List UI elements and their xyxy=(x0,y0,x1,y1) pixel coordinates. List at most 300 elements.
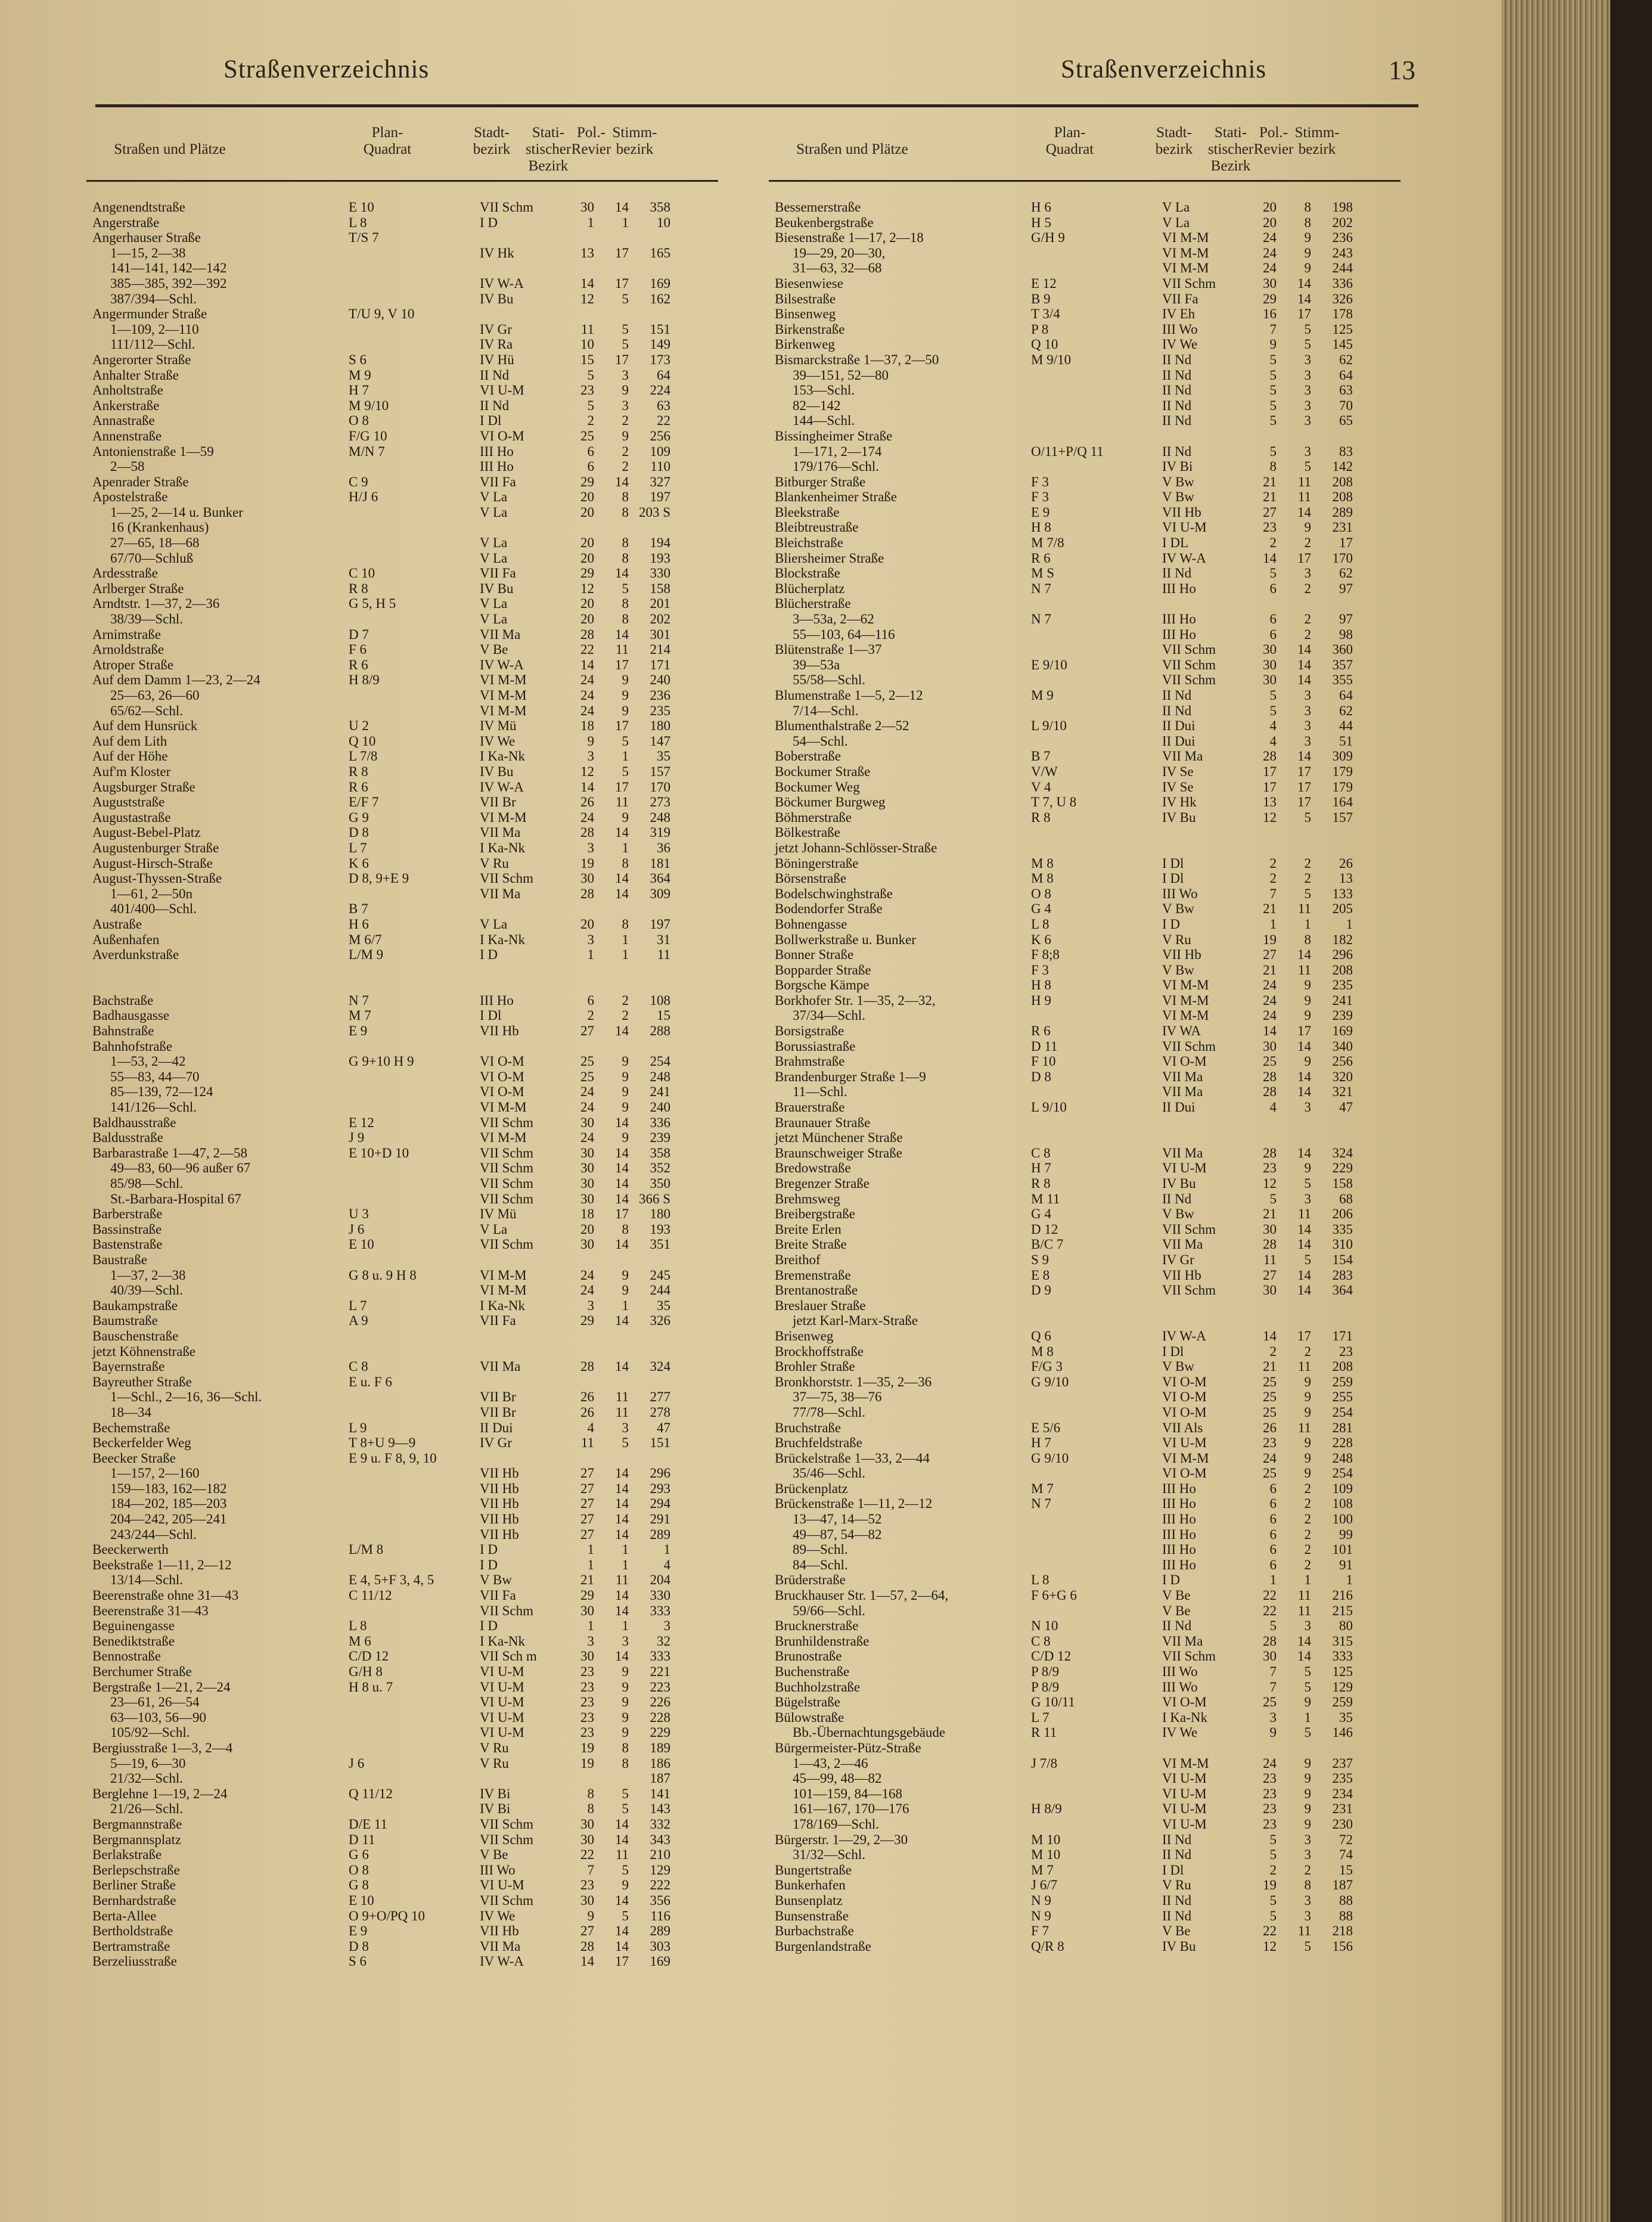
stimmbezirk: 288 xyxy=(650,1023,670,1039)
table-row xyxy=(769,1832,1401,1848)
street-name: 1—Schl., 2—16, 36—Schl. xyxy=(110,1389,262,1405)
table-row xyxy=(86,1680,718,1695)
stadtbezirk: VI O-M xyxy=(1162,1054,1207,1069)
stat-bezirk: 5 xyxy=(1269,566,1277,581)
stadtbezirk: IV Bu xyxy=(480,764,514,779)
right-column xyxy=(769,116,1401,1954)
stat-bezirk: 5 xyxy=(1269,367,1277,383)
table-row xyxy=(86,993,718,1008)
street-name: 141/126—Schl. xyxy=(110,1100,197,1115)
table-row xyxy=(769,688,1401,703)
street-name: Bruckhauser Str. 1—57, 2—64, xyxy=(775,1588,949,1603)
plan-quadrat: M S xyxy=(1031,566,1054,581)
pol-revier: 14 xyxy=(615,825,629,840)
stimmbezirk: 31 xyxy=(657,932,670,947)
stadtbezirk: I D xyxy=(1162,916,1181,932)
pol-revier: 14 xyxy=(1297,1145,1311,1160)
pol-revier: 1 xyxy=(622,932,629,947)
plan-quadrat: E 4, 5+F 3, 4, 5 xyxy=(349,1572,434,1588)
street-name: 385—385, 392—392 xyxy=(110,275,227,291)
stat-bezirk: 23 xyxy=(1263,520,1277,535)
plan-quadrat: F 3 xyxy=(1031,489,1049,505)
street-name: Apenrader Straße xyxy=(92,474,189,489)
plan-quadrat: E u. F 6 xyxy=(349,1374,392,1389)
table-row xyxy=(86,703,718,719)
street-name: Bremenstraße xyxy=(775,1267,851,1283)
street-name: Berlepschstraße xyxy=(92,1862,180,1877)
table-row xyxy=(86,306,718,322)
table-row xyxy=(86,1008,718,1023)
stadtbezirk: VI U-M xyxy=(1162,520,1207,535)
pol-revier: 2 xyxy=(622,443,629,459)
stimmbezirk: 296 xyxy=(650,1466,670,1481)
stadtbezirk: V Bw xyxy=(1162,901,1194,917)
stadtbezirk: VII Ma xyxy=(480,1359,521,1374)
stat-bezirk: 7 xyxy=(587,1862,594,1877)
stat-bezirk: 4 xyxy=(587,1420,594,1435)
street-name: 39—53a xyxy=(793,657,840,672)
stat-bezirk: 23 xyxy=(580,1709,594,1725)
pol-revier: 3 xyxy=(1304,443,1311,459)
stimmbezirk: 241 xyxy=(650,1084,670,1100)
street-name: 7/14—Schl. xyxy=(793,703,859,718)
stat-bezirk: 6 xyxy=(1269,1557,1277,1572)
street-name: Beukenbergstraße xyxy=(775,215,874,230)
plan-quadrat: M 7 xyxy=(1031,1481,1054,1496)
pol-revier: 9 xyxy=(1304,1466,1311,1481)
stimmbezirk: 182 xyxy=(1332,932,1353,947)
pol-revier: 9 xyxy=(1304,1771,1311,1786)
stadtbezirk: IV W-A xyxy=(480,1954,524,1969)
table-row xyxy=(86,489,718,505)
stimmbezirk: 109 xyxy=(1332,1481,1353,1496)
pol-revier: 8 xyxy=(622,596,629,612)
col-plan-label: Plan- Quadrat xyxy=(1045,125,1094,157)
pol-revier: 3 xyxy=(1304,1908,1311,1923)
stadtbezirk: VII Fa xyxy=(480,1588,516,1603)
plan-quadrat: H/J 6 xyxy=(349,489,378,505)
table-row xyxy=(769,276,1401,291)
stimmbezirk: 321 xyxy=(1332,1084,1353,1100)
stimmbezirk: 1 xyxy=(1346,1572,1353,1588)
stadtbezirk: VII Fa xyxy=(480,1313,516,1329)
stimmbezirk: 301 xyxy=(650,626,670,642)
street-name: Beguinengasse xyxy=(92,1618,175,1634)
street-name: Beerenstraße 31—43 xyxy=(92,1603,209,1618)
street-name: Bopparder Straße xyxy=(775,962,871,977)
table-row xyxy=(86,291,718,307)
stat-bezirk: 21 xyxy=(1263,1206,1277,1222)
stadtbezirk: I Dl xyxy=(1162,1343,1184,1359)
stat-bezirk: 26 xyxy=(580,795,594,810)
pol-revier: 14 xyxy=(615,1938,629,1954)
street-name: Arnimstraße xyxy=(92,626,161,642)
pol-revier: 2 xyxy=(1304,612,1311,627)
street-name: Bregenzer Straße xyxy=(775,1176,870,1191)
street-name: 243/244—Schl. xyxy=(110,1526,197,1542)
book-edge xyxy=(1502,0,1652,2222)
stadtbezirk: VII Fa xyxy=(480,474,516,489)
stadtbezirk: VII Hb xyxy=(1162,947,1201,963)
stimmbezirk: 283 xyxy=(1332,1267,1353,1283)
stimmbezirk: 254 xyxy=(1332,1404,1353,1420)
pol-revier: 14 xyxy=(615,1892,629,1908)
pol-revier: 8 xyxy=(622,489,629,505)
pol-revier: 9 xyxy=(1304,1054,1311,1069)
stadtbezirk: III Ho xyxy=(1162,1542,1196,1557)
street-name: 144—Schl. xyxy=(793,413,855,429)
plan-quadrat: O 8 xyxy=(349,413,369,429)
stadtbezirk: V La xyxy=(480,535,508,551)
table-row xyxy=(769,215,1401,231)
street-name: 3—53a, 2—62 xyxy=(793,612,874,627)
table-row xyxy=(769,871,1401,886)
street-name: 11—Schl. xyxy=(793,1084,847,1100)
stadtbezirk: VI U-M xyxy=(480,1725,524,1740)
stat-bezirk: 1 xyxy=(587,215,594,230)
pol-revier: 9 xyxy=(622,428,629,443)
stadtbezirk: VII Ma xyxy=(480,1938,521,1954)
street-name: Angerhauser Straße xyxy=(92,230,201,246)
pol-revier: 14 xyxy=(615,1496,629,1512)
stimmbezirk: 330 xyxy=(650,566,670,581)
street-name: Bassinstraße xyxy=(92,1221,162,1237)
table-row xyxy=(769,337,1401,352)
pol-revier: 14 xyxy=(615,1526,629,1542)
stat-bezirk: 9 xyxy=(587,1908,594,1923)
table-row xyxy=(769,1023,1401,1039)
street-name: 1—37, 2—38 xyxy=(110,1267,186,1283)
street-name: Beerenstraße ohne 31—43 xyxy=(92,1588,239,1603)
table-row xyxy=(769,1680,1401,1695)
street-name: 37/34—Schl. xyxy=(793,1008,866,1023)
stimmbezirk: 277 xyxy=(650,1389,670,1405)
table-row xyxy=(769,901,1401,917)
stat-bezirk: 26 xyxy=(1263,1420,1277,1435)
stat-bezirk: 24 xyxy=(580,672,594,688)
stadtbezirk: VII Schm xyxy=(1162,1649,1216,1664)
stadtbezirk: V Bw xyxy=(1162,474,1194,489)
stimmbezirk: 278 xyxy=(650,1404,670,1420)
stadtbezirk: IV Gr xyxy=(1162,1252,1194,1267)
pol-revier: 1 xyxy=(1304,1709,1311,1725)
plan-quadrat: R 8 xyxy=(349,764,368,779)
pol-revier: 14 xyxy=(1297,657,1311,672)
stimmbezirk: 110 xyxy=(650,459,670,474)
street-name: Apostelstraße xyxy=(92,489,168,505)
plan-quadrat: E 9 xyxy=(349,1923,368,1939)
street-name: 40/39—Schl. xyxy=(110,1283,184,1298)
street-name: 387/394—Schl. xyxy=(110,291,197,306)
stat-bezirk: 30 xyxy=(580,1649,594,1664)
stadtbezirk: VI U-M xyxy=(1162,1771,1207,1786)
table-row xyxy=(86,1756,718,1771)
stadtbezirk: I D xyxy=(480,215,498,230)
stat-bezirk: 24 xyxy=(1263,1450,1277,1466)
stat-bezirk: 22 xyxy=(1263,1603,1277,1618)
plan-quadrat: N 7 xyxy=(349,992,369,1008)
stat-bezirk: 1 xyxy=(1269,1572,1277,1588)
stadtbezirk: VII Hb xyxy=(480,1496,519,1512)
stadtbezirk: II Dui xyxy=(480,1420,513,1435)
stadtbezirk: VII Schm xyxy=(480,1603,534,1618)
stat-bezirk: 28 xyxy=(1263,1145,1277,1160)
stat-bezirk: 23 xyxy=(1263,1160,1277,1176)
plan-quadrat: G 10/11 xyxy=(1031,1695,1075,1710)
pol-revier: 14 xyxy=(1297,947,1311,963)
stadtbezirk: VI M-M xyxy=(1162,245,1209,260)
stadtbezirk: VI U-M xyxy=(480,1877,524,1893)
stat-bezirk: 12 xyxy=(1263,1176,1277,1191)
stimmbezirk: 332 xyxy=(650,1816,670,1832)
plan-quadrat: K 6 xyxy=(349,855,369,871)
plan-quadrat: C 10 xyxy=(349,566,375,581)
stadtbezirk: III Wo xyxy=(480,1862,516,1877)
table-row xyxy=(769,932,1401,948)
table-row xyxy=(769,1481,1401,1497)
street-name: Binsenweg xyxy=(775,306,836,322)
stadtbezirk: V Be xyxy=(480,1847,508,1863)
pol-revier: 9 xyxy=(622,1267,629,1283)
stadtbezirk: VI O-M xyxy=(1162,1374,1207,1389)
table-row xyxy=(86,337,718,352)
stat-bezirk: 14 xyxy=(580,1954,594,1969)
table-row xyxy=(86,1542,718,1557)
stat-bezirk: 24 xyxy=(580,688,594,703)
stadtbezirk: I D xyxy=(480,1618,498,1634)
street-name: Bruchfeldstraße xyxy=(775,1435,862,1451)
pol-revier: 9 xyxy=(622,1709,629,1725)
stat-bezirk: 30 xyxy=(580,1160,594,1176)
table-row xyxy=(86,246,718,261)
table-row xyxy=(86,520,718,535)
table-row xyxy=(769,1374,1401,1390)
plan-quadrat: B/C 7 xyxy=(1031,1237,1064,1252)
table-row xyxy=(86,1725,718,1740)
stat-bezirk: 21 xyxy=(1263,1359,1277,1374)
table-row xyxy=(86,1237,718,1252)
stimmbezirk: 158 xyxy=(1332,1176,1353,1191)
table-row xyxy=(86,1588,718,1603)
stadtbezirk: III Ho xyxy=(1162,1496,1196,1512)
plan-quadrat: G 6 xyxy=(349,1847,369,1863)
street-name: Bilsestraße xyxy=(775,291,836,306)
stadtbezirk: VII Hb xyxy=(480,1923,519,1939)
stadtbezirk: VI U-M xyxy=(480,1709,524,1725)
pol-revier: 14 xyxy=(615,1176,629,1191)
table-row xyxy=(86,963,718,978)
stat-bezirk: 14 xyxy=(1263,550,1277,566)
street-name: Annastraße xyxy=(92,413,155,429)
stimmbezirk: 1 xyxy=(663,1542,670,1557)
stimmbezirk: 335 xyxy=(1332,1221,1353,1237)
plan-quadrat: C 8 xyxy=(349,1359,368,1374)
plan-quadrat: P 8/9 xyxy=(1031,1679,1060,1695)
plan-quadrat: H 8 u. 7 xyxy=(349,1679,393,1695)
stadtbezirk: II Nd xyxy=(1162,352,1192,367)
stadtbezirk: V La xyxy=(480,504,508,520)
stadtbezirk: VI O-M xyxy=(480,428,524,443)
pol-revier: 2 xyxy=(1304,626,1311,642)
stimmbezirk: 222 xyxy=(650,1877,670,1893)
stat-bezirk: 15 xyxy=(580,352,594,367)
street-name: Brentanostraße xyxy=(775,1283,858,1298)
stadtbezirk: I Ka-Nk xyxy=(480,840,525,855)
pol-revier: 11 xyxy=(1297,962,1311,977)
stimmbezirk: 210 xyxy=(650,1847,670,1863)
stat-bezirk: 30 xyxy=(1263,672,1277,688)
plan-quadrat: A 9 xyxy=(349,1313,368,1329)
table-row xyxy=(86,459,718,474)
table-row xyxy=(769,1222,1401,1237)
stimmbezirk: 228 xyxy=(1332,1435,1353,1451)
stimmbezirk: 351 xyxy=(650,1237,670,1252)
stat-bezirk: 5 xyxy=(1269,1847,1277,1863)
table-row xyxy=(769,352,1401,368)
stat-bezirk: 1 xyxy=(587,1542,594,1557)
table-row xyxy=(769,322,1401,337)
table-row xyxy=(86,1923,718,1939)
plan-quadrat: B 7 xyxy=(349,901,368,917)
pol-revier: 5 xyxy=(622,337,629,352)
pol-revier: 14 xyxy=(615,886,629,901)
pol-revier: 9 xyxy=(622,1069,629,1084)
stadtbezirk: V Bw xyxy=(480,1572,512,1588)
plan-quadrat: O 8 xyxy=(349,1862,369,1877)
street-name: jetzt Johann-Schlösser-Straße xyxy=(775,840,937,855)
pol-revier: 2 xyxy=(1304,1542,1311,1557)
plan-quadrat: N 7 xyxy=(1031,581,1051,596)
street-name: Bockumer Straße xyxy=(775,764,871,779)
stat-bezirk: 24 xyxy=(1263,977,1277,993)
plan-quadrat: M 8 xyxy=(1031,1343,1054,1359)
street-name: Blütenstraße 1—37 xyxy=(775,642,882,657)
table-row xyxy=(769,1725,1401,1740)
stat-bezirk: 30 xyxy=(1263,657,1277,672)
stadtbezirk: IV Bi xyxy=(480,1801,511,1817)
table-row xyxy=(86,612,718,627)
street-name: Biesenstraße 1—17, 2—18 xyxy=(775,230,924,246)
table-row xyxy=(86,672,718,688)
pol-revier: 9 xyxy=(1304,1695,1311,1710)
pol-revier: 11 xyxy=(615,1404,629,1420)
street-name: Bonner Straße xyxy=(775,947,854,963)
stadtbezirk: VI M-M xyxy=(480,1283,527,1298)
street-name: Breithof xyxy=(775,1252,821,1267)
stat-bezirk: 26 xyxy=(580,1389,594,1405)
stimmbezirk: 244 xyxy=(1332,260,1353,276)
table-row xyxy=(769,810,1401,826)
stimmbezirk: 4 xyxy=(663,1557,670,1572)
pol-revier: 9 xyxy=(622,1130,629,1146)
street-name: 16 (Krankenhaus) xyxy=(110,520,209,535)
plan-quadrat: M 11 xyxy=(1031,1191,1060,1206)
plan-quadrat: H 7 xyxy=(1031,1160,1051,1176)
street-name: Biesenwiese xyxy=(775,275,843,291)
street-name: August-Thyssen-Straße xyxy=(92,871,222,886)
stadtbezirk: IV Bu xyxy=(480,291,514,306)
street-name: Auf der Höhe xyxy=(92,749,168,764)
pol-revier: 2 xyxy=(1304,1512,1311,1527)
table-row xyxy=(769,917,1401,932)
street-name: Averdunkstraße xyxy=(92,947,179,963)
stadtbezirk: II Dui xyxy=(1162,733,1195,749)
street-name: 21/32—Schl. xyxy=(110,1771,184,1786)
plan-quadrat: F 10 xyxy=(1031,1054,1056,1069)
table-row xyxy=(86,1160,718,1176)
stimmbezirk: 230 xyxy=(1332,1816,1353,1832)
plan-quadrat: G 8 xyxy=(349,1877,369,1893)
plan-quadrat: R 6 xyxy=(349,779,368,795)
stimmbezirk: 51 xyxy=(1339,733,1353,749)
pol-revier: 8 xyxy=(622,550,629,566)
pol-revier: 14 xyxy=(615,1816,629,1832)
plan-quadrat: E 9 xyxy=(1031,504,1050,520)
stadtbezirk: I Ka-Nk xyxy=(480,1298,525,1313)
street-name: Borussiastraße xyxy=(775,1038,856,1054)
table-row xyxy=(769,1588,1401,1603)
table-row xyxy=(86,810,718,826)
stat-bezirk: 24 xyxy=(1263,260,1277,276)
street-name: Blumenstraße 1—5, 2—12 xyxy=(775,688,923,703)
stadtbezirk: V Ru xyxy=(480,855,509,871)
stat-bezirk: 27 xyxy=(580,1466,594,1481)
stimmbezirk: 319 xyxy=(650,825,670,840)
stimmbezirk: 259 xyxy=(1332,1695,1353,1710)
stat-bezirk: 21 xyxy=(1263,901,1277,917)
street-name: 111/112—Schl. xyxy=(110,337,195,352)
plan-quadrat: R 11 xyxy=(1031,1725,1057,1740)
stat-bezirk: 11 xyxy=(1263,1252,1277,1267)
stimmbezirk: 245 xyxy=(650,1267,670,1283)
pol-revier: 5 xyxy=(1304,321,1311,337)
stadtbezirk: I Ka-Nk xyxy=(480,1633,525,1649)
plan-quadrat: R 8 xyxy=(349,581,368,596)
pol-revier: 17 xyxy=(615,779,629,795)
stimmbezirk: 231 xyxy=(1332,1801,1353,1817)
stimmbezirk: 324 xyxy=(1332,1145,1353,1160)
stimmbezirk: 169 xyxy=(650,275,670,291)
pol-revier: 14 xyxy=(615,626,629,642)
stadtbezirk: VII Schm xyxy=(480,1145,534,1160)
table-row xyxy=(769,596,1401,612)
street-name: Braunauer Straße xyxy=(775,1115,871,1130)
stat-bezirk: 28 xyxy=(1263,1069,1277,1084)
plan-quadrat: M 9 xyxy=(1031,688,1054,703)
stat-bezirk: 9 xyxy=(587,733,594,749)
plan-quadrat: M 10 xyxy=(1031,1832,1061,1847)
table-row xyxy=(769,489,1401,505)
pol-revier: 8 xyxy=(622,1755,629,1771)
col-stimm-label: Stimm- bezirk xyxy=(612,125,657,157)
street-name: Blücherstraße xyxy=(775,596,851,612)
table-row xyxy=(769,413,1401,429)
stat-bezirk: 25 xyxy=(580,428,594,443)
table-row xyxy=(769,1115,1401,1131)
stadtbezirk: VI U-M xyxy=(1162,1816,1207,1832)
plan-quadrat: N 7 xyxy=(1031,612,1051,627)
street-name: 31/32—Schl. xyxy=(793,1847,866,1863)
col-stat-label: Stati- stischer Bezirk xyxy=(525,125,572,174)
table-row xyxy=(86,1084,718,1100)
stimmbezirk: 197 xyxy=(650,489,670,505)
stadtbezirk: III Ho xyxy=(480,443,514,459)
stat-bezirk: 19 xyxy=(580,1755,594,1771)
street-name: 101—159, 84—168 xyxy=(793,1786,902,1801)
street-name: Breite Straße xyxy=(775,1237,847,1252)
table-row xyxy=(769,1176,1401,1191)
table-row xyxy=(769,1908,1401,1924)
